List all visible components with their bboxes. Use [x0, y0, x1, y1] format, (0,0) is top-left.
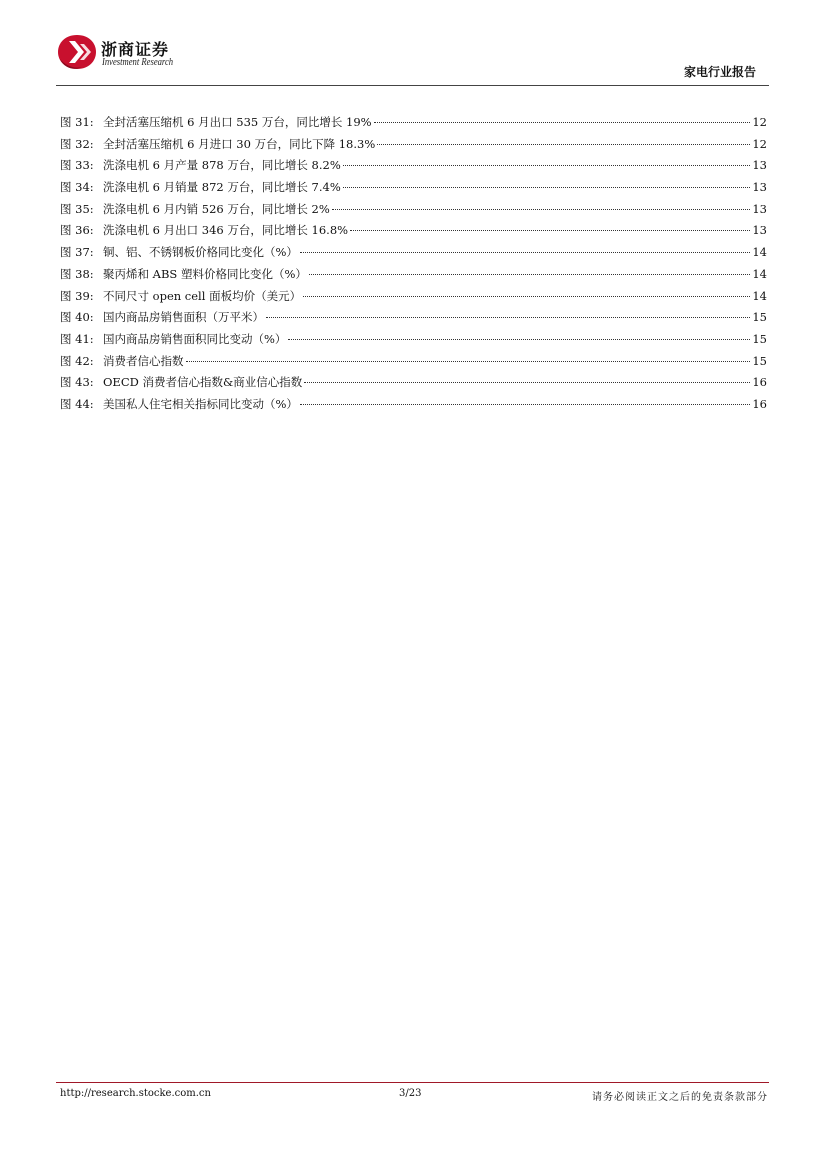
toc-figure-title: 全封活塞压缩机 6 月出口 535 万台，同比增长 19% — [103, 115, 372, 129]
toc-leader-dots — [374, 122, 751, 123]
toc-figure-title: OECD 消费者信心指数&商业信心指数 — [103, 375, 303, 390]
toc-entry[interactable] — [60, 351, 767, 373]
toc-entry[interactable] — [60, 307, 767, 329]
toc-entry[interactable] — [60, 112, 767, 134]
toc-entry[interactable] — [60, 220, 767, 242]
toc-figure-number: 图 44: — [60, 396, 94, 411]
toc-entry[interactable] — [60, 155, 767, 177]
toc-leader-dots — [332, 209, 751, 210]
toc-entry[interactable] — [60, 394, 767, 416]
toc-leader-dots — [300, 404, 750, 405]
toc-entry[interactable] — [60, 264, 767, 286]
logo-company-name: 浙商证券 — [101, 40, 170, 59]
toc-figure-title: 美国私人住宅相关指标同比变动（%） — [103, 396, 298, 411]
toc-figure-number: 图 32: — [60, 136, 94, 151]
toc-entry[interactable] — [60, 286, 767, 308]
toc-figure-number: 图 35: — [60, 201, 94, 216]
toc-entry[interactable] — [60, 199, 767, 221]
toc-figure-title: 洗涤电机 6 月销量 872 万台，同比增长 7.4% — [103, 180, 341, 195]
toc-leader-dots — [343, 187, 751, 188]
toc-figure-number: 图 41: — [60, 331, 94, 346]
toc-figure-title: 国内商品房销售面积（万平米） — [103, 310, 264, 325]
disclaimer-note: 请务必阅读正文之后的免责条款部分 — [592, 1092, 768, 1103]
toc-leader-dots — [343, 165, 751, 166]
toc-figure-number: 图 33: — [60, 158, 94, 173]
toc-figure-title: 洗涤电机 6 月内销 526 万台，同比增长 2% — [103, 201, 330, 216]
toc-page-number: 16 — [752, 375, 767, 390]
toc-figure-title: 全封活塞压缩机 6 月进口 30 万台，同比下降 18.3% — [103, 136, 376, 151]
logo-subtitle: Investment Research — [102, 57, 174, 68]
toc-figure-number: 图 43: — [60, 375, 94, 390]
logo-mark-icon — [56, 33, 98, 71]
toc-page-number: 15 — [752, 310, 767, 325]
toc-page-number: 15 — [752, 331, 767, 346]
toc-page-number: 13 — [752, 180, 767, 195]
toc-figure-number: 图 34: — [60, 180, 94, 195]
toc-figure-title: 洗涤电机 6 月产量 878 万台，同比增长 8.2% — [103, 158, 341, 173]
toc-leader-dots — [300, 252, 750, 253]
toc-figure-number: 图 31: — [60, 115, 94, 129]
page-number: 3/23 — [399, 1088, 422, 1099]
report-type-label: 家电行业报告 — [683, 65, 756, 79]
toc-page-number: 16 — [752, 396, 767, 411]
toc-figure-title: 铜、铝、不锈钢板价格同比变化（%） — [103, 245, 298, 260]
toc-entry[interactable] — [60, 242, 767, 264]
company-logo — [56, 33, 176, 73]
header-divider — [56, 85, 769, 86]
toc-page-number: 14 — [752, 288, 767, 303]
toc-figure-title: 不同尺寸 open cell 面板均价（美元） — [103, 288, 302, 303]
toc-page-number: 14 — [752, 266, 767, 281]
toc-leader-dots — [350, 230, 750, 231]
toc-figure-title: 聚丙烯和 ABS 塑料价格同比变化（%） — [103, 266, 307, 281]
toc-leader-dots — [186, 361, 751, 362]
toc-figure-number: 图 36: — [60, 223, 94, 238]
toc-leader-dots — [288, 339, 750, 340]
toc-figure-number: 图 40: — [60, 310, 94, 325]
toc-figure-title: 消费者信心指数 — [103, 353, 184, 368]
toc-figure-title: 国内商品房销售面积同比变动（%） — [103, 331, 287, 346]
toc-entry[interactable] — [60, 177, 767, 199]
toc-leader-dots — [377, 144, 750, 145]
toc-leader-dots — [266, 317, 750, 318]
toc-page-number: 13 — [752, 223, 767, 238]
toc-entry[interactable] — [60, 329, 767, 351]
toc-entry[interactable] — [60, 372, 767, 394]
toc-page-number: 15 — [752, 353, 767, 368]
toc-leader-dots — [309, 274, 750, 275]
toc-page-number: 12 — [752, 115, 767, 129]
toc-figure-number: 图 39: — [60, 288, 94, 303]
figure-list — [60, 112, 767, 416]
footer-url: http://research.stocke.com.cn — [60, 1088, 211, 1099]
toc-page-number: 14 — [752, 245, 767, 260]
toc-figure-title: 洗涤电机 6 月出口 346 万台，同比增长 16.8% — [103, 223, 349, 238]
toc-page-number: 13 — [752, 158, 767, 173]
toc-page-number: 12 — [752, 136, 767, 151]
toc-leader-dots — [304, 382, 750, 383]
toc-entry[interactable] — [60, 134, 767, 156]
toc-page-number: 13 — [752, 201, 767, 216]
toc-leader-dots — [303, 296, 750, 297]
footer-divider — [56, 1082, 769, 1083]
toc-figure-number: 图 42: — [60, 353, 94, 368]
toc-figure-number: 图 37: — [60, 245, 94, 260]
toc-figure-number: 图 38: — [60, 266, 94, 281]
